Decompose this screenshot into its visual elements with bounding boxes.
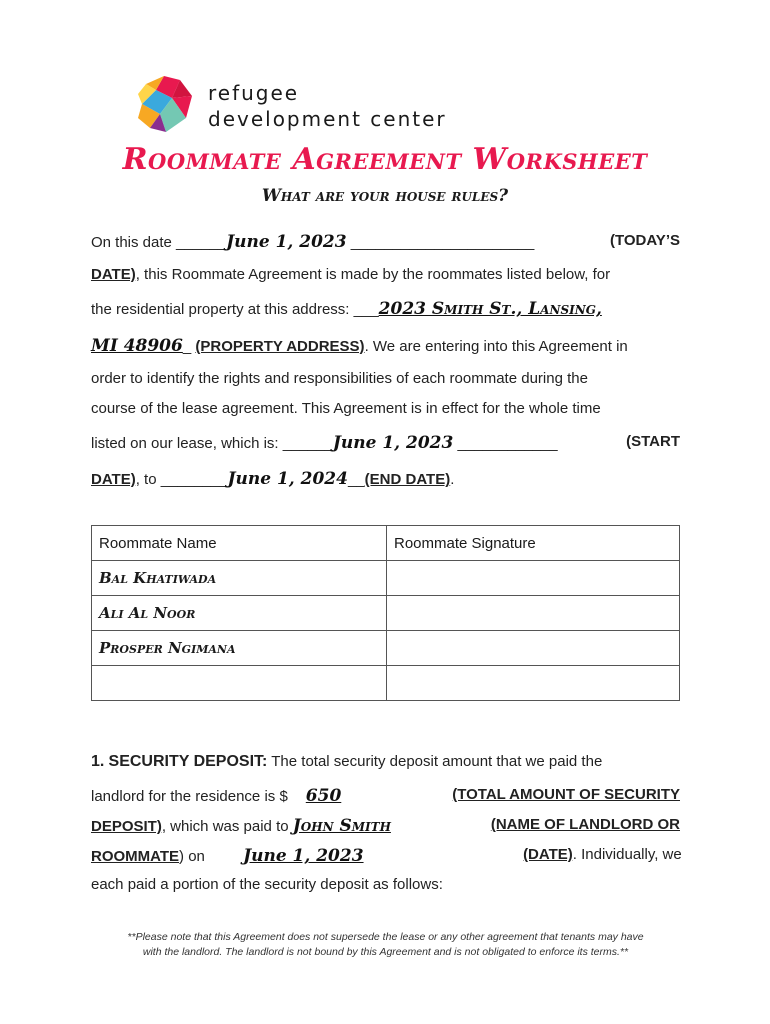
table-row <box>92 561 680 596</box>
agreement-line-2 <box>91 266 680 290</box>
blank-line: ____________ <box>453 435 558 452</box>
logo-text <box>208 80 447 132</box>
table-row <box>92 596 680 631</box>
text-fragment: , to ________ <box>135 471 228 488</box>
date-label: (DATE) <box>523 846 573 863</box>
logo <box>136 74 456 138</box>
logo-mark-icon <box>136 74 196 136</box>
security-line-2 <box>91 786 680 810</box>
roommate-signature-cell[interactable] <box>387 631 680 666</box>
deposit-date-value[interactable]: June 1, 2023 <box>243 846 364 866</box>
security-line-3 <box>91 816 680 840</box>
footnote <box>91 930 680 960</box>
security-line-2-left <box>91 786 386 810</box>
section-heading: SECURITY DEPOSIT: <box>108 753 268 770</box>
text-fragment: . Individually, we <box>572 846 682 863</box>
roommate-signature-cell[interactable] <box>387 666 680 701</box>
agreement-line-1 <box>91 232 680 256</box>
blank-line: ______________________ <box>346 234 535 251</box>
text-fragment: . <box>450 471 455 488</box>
logo-line-2: development center <box>208 107 447 131</box>
agreement-line-5: order to identify the rights and responsibilities of each roommate during the <box>91 370 588 387</box>
landlord-label: (NAME OF LANDLORD OR <box>490 816 680 833</box>
start-date-label: DATE) <box>91 471 136 488</box>
roommate-name-cell[interactable]: Prosper Ngimana <box>92 631 387 666</box>
header-roommate-signature: Roommate Signature <box>387 526 680 561</box>
landlord-name-value[interactable]: John Smith <box>292 816 391 836</box>
table-header-row <box>92 526 680 561</box>
blank-line: _ <box>182 338 192 355</box>
agreement-line-7 <box>91 433 680 457</box>
security-line-4 <box>91 846 680 870</box>
text-fragment: The total security deposit amount that we paid the <box>267 753 603 770</box>
agreement-line-1-left <box>91 232 534 256</box>
logo-line-1: refugee <box>208 81 300 105</box>
text-fragment: On this date ______ <box>91 234 227 251</box>
text-fragment: . We are entering into this Agreement in <box>364 338 628 355</box>
property-address-label: (PROPERTY ADDRESS) <box>195 338 365 355</box>
security-line-1 <box>91 753 680 777</box>
page-subtitle: What are your house rules? <box>261 186 509 206</box>
end-date-value[interactable]: June 1, 2024 <box>227 469 348 489</box>
start-label: (START <box>626 433 680 450</box>
agreement-line-3 <box>91 299 680 323</box>
text-fragment: , this Roommate Agreement is made by the roommates listed below, for <box>135 266 611 283</box>
agreement-line-6: course of the lease agreement. This Agreement is in effect for the whole time <box>91 400 601 417</box>
roommate-name-cell[interactable]: Ali Al Noor <box>92 596 387 631</box>
deposit-label: DEPOSIT) <box>91 818 162 835</box>
agreement-line-8 <box>91 469 680 493</box>
roommate-signature-cell[interactable] <box>387 561 680 596</box>
total-amount-label: (TOTAL AMOUNT OF SECURITY <box>452 786 680 803</box>
security-line-4-left <box>91 846 523 870</box>
table-row <box>92 666 680 701</box>
roommate-signature-cell[interactable] <box>387 596 680 631</box>
text-fragment: , which was paid to <box>161 818 293 835</box>
footnote-line-2: with the landlord. The landlord is not bound by this Agreement and is not obligated to enforce its terms.** <box>142 946 629 958</box>
agreement-line-7-left <box>91 433 558 457</box>
roommate-name-cell[interactable] <box>92 666 387 701</box>
property-address-value-2[interactable]: MI 48906 <box>91 336 183 356</box>
today-date-label: DATE) <box>91 266 136 283</box>
start-date-value[interactable]: June 1, 2023 <box>332 433 454 453</box>
security-line-4-right <box>523 846 682 870</box>
roommate-name-cell[interactable]: Bal Khatiwada <box>92 561 387 596</box>
agreement-line-4 <box>91 336 680 360</box>
page-title: Roommate Agreement Worksheet <box>122 142 648 177</box>
security-line-3-left <box>91 816 391 840</box>
property-address-value-1[interactable]: 2023 Smith St., Lansing, <box>378 299 602 319</box>
table-row <box>92 631 680 666</box>
today-date-value[interactable]: June 1, 2023 <box>226 232 347 252</box>
blank-line: __ <box>347 471 365 488</box>
roommate-label: ROOMMATE <box>91 848 180 865</box>
end-date-label: (END DATE) <box>364 471 451 488</box>
text-fragment: landlord for the residence is $ <box>91 788 288 805</box>
deposit-amount-value[interactable]: 650 <box>305 786 342 806</box>
footnote-line-1: **Please note that this Agreement does not supersede the lease or any other agreement that tenants may have <box>127 931 644 943</box>
text-fragment: ) on <box>179 848 210 865</box>
blank-line: ___ <box>353 301 379 318</box>
section-number: 1. <box>91 753 105 770</box>
text-fragment: the residential property at this address: <box>91 301 354 318</box>
roommate-table <box>91 525 680 701</box>
today-label: (TODAY’S <box>609 232 680 249</box>
text-fragment: listed on our lease, which is: ______ <box>91 435 333 452</box>
header-roommate-name: Roommate Name <box>92 526 387 561</box>
security-line-5: each paid a portion of the security deposit as follows: <box>91 876 443 893</box>
